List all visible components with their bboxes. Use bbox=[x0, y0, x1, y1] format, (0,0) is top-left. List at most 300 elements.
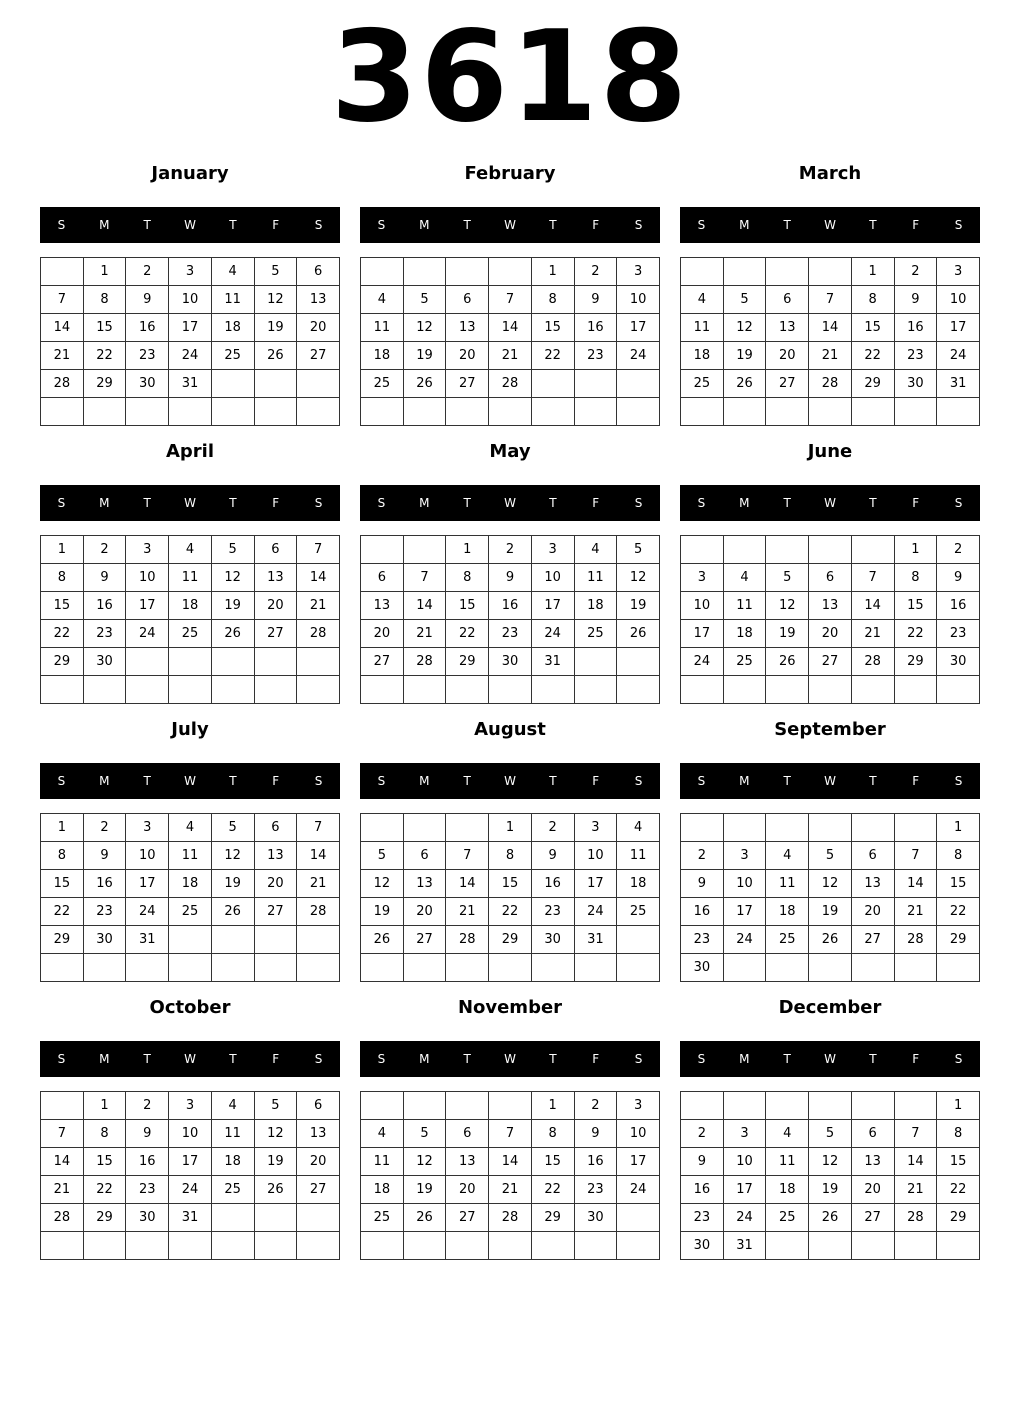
day-cell: 9 bbox=[126, 286, 169, 314]
day-cell: 11 bbox=[766, 1148, 809, 1176]
day-cell bbox=[531, 676, 574, 704]
weekday-label: S bbox=[634, 774, 643, 788]
weekday-label: T bbox=[783, 496, 791, 510]
day-cell: 10 bbox=[126, 842, 169, 870]
day-cell: 19 bbox=[211, 592, 254, 620]
weekday-label: T bbox=[783, 1052, 791, 1066]
day-cell: 8 bbox=[83, 286, 126, 314]
day-cell bbox=[211, 648, 254, 676]
day-cell: 8 bbox=[851, 286, 894, 314]
weekday-label: S bbox=[634, 496, 643, 510]
day-cell: 19 bbox=[766, 620, 809, 648]
weekday-label: M bbox=[739, 774, 750, 788]
day-cell bbox=[361, 1232, 404, 1260]
day-cell bbox=[254, 954, 297, 982]
day-cell bbox=[723, 398, 766, 426]
day-cell: 16 bbox=[126, 1148, 169, 1176]
week-row bbox=[681, 676, 980, 704]
day-cell: 7 bbox=[297, 536, 340, 564]
day-cell: 27 bbox=[851, 926, 894, 954]
day-cell bbox=[361, 536, 404, 564]
day-cell: 20 bbox=[851, 1176, 894, 1204]
day-cell bbox=[809, 1092, 852, 1120]
day-cell: 20 bbox=[403, 898, 446, 926]
day-cell: 25 bbox=[574, 620, 617, 648]
day-cell: 28 bbox=[446, 926, 489, 954]
week-row bbox=[361, 286, 660, 314]
week-row bbox=[361, 536, 660, 564]
day-cell bbox=[446, 814, 489, 842]
day-cell: 12 bbox=[766, 592, 809, 620]
day-cell bbox=[297, 954, 340, 982]
day-cell: 19 bbox=[254, 1148, 297, 1176]
weekday-label: M bbox=[419, 218, 430, 232]
day-cell: 11 bbox=[211, 1120, 254, 1148]
week-row bbox=[681, 370, 980, 398]
day-cell: 30 bbox=[126, 370, 169, 398]
day-cell: 7 bbox=[41, 1120, 84, 1148]
day-cell: 4 bbox=[723, 564, 766, 592]
day-cell: 2 bbox=[83, 814, 126, 842]
day-cell: 5 bbox=[617, 536, 660, 564]
day-cell: 11 bbox=[617, 842, 660, 870]
day-cell: 24 bbox=[723, 926, 766, 954]
day-cell: 29 bbox=[937, 1204, 980, 1232]
day-cell: 18 bbox=[211, 1148, 254, 1176]
day-cell: 21 bbox=[809, 342, 852, 370]
day-cell: 27 bbox=[766, 370, 809, 398]
day-cell: 7 bbox=[403, 564, 446, 592]
day-cell: 27 bbox=[361, 648, 404, 676]
weekday-label: W bbox=[184, 496, 196, 510]
week-row bbox=[361, 926, 660, 954]
day-cell bbox=[809, 258, 852, 286]
day-cell: 26 bbox=[617, 620, 660, 648]
day-cell: 2 bbox=[489, 536, 532, 564]
day-cell: 13 bbox=[361, 592, 404, 620]
day-cell: 27 bbox=[297, 1176, 340, 1204]
day-cell: 14 bbox=[41, 314, 84, 342]
weekday-label: S bbox=[57, 496, 66, 510]
day-cell: 19 bbox=[723, 342, 766, 370]
day-cell bbox=[574, 676, 617, 704]
day-cell: 14 bbox=[297, 564, 340, 592]
week-row bbox=[361, 870, 660, 898]
day-grid bbox=[360, 1091, 660, 1260]
day-cell bbox=[361, 676, 404, 704]
weekday-label: F bbox=[912, 774, 920, 788]
day-cell: 27 bbox=[254, 898, 297, 926]
weekday-label: F bbox=[912, 1052, 920, 1066]
week-row bbox=[41, 286, 340, 314]
day-cell: 2 bbox=[126, 258, 169, 286]
day-cell bbox=[937, 676, 980, 704]
day-cell: 16 bbox=[83, 592, 126, 620]
day-cell: 13 bbox=[297, 1120, 340, 1148]
day-cell: 9 bbox=[531, 842, 574, 870]
weekday-label: T bbox=[229, 1052, 237, 1066]
day-cell bbox=[169, 648, 212, 676]
day-cell: 17 bbox=[169, 1148, 212, 1176]
day-cell bbox=[723, 676, 766, 704]
day-cell: 30 bbox=[83, 926, 126, 954]
day-cell bbox=[254, 370, 297, 398]
day-cell: 30 bbox=[681, 1232, 724, 1260]
weekday-label: S bbox=[377, 218, 386, 232]
week-row bbox=[41, 258, 340, 286]
day-cell: 12 bbox=[361, 870, 404, 898]
day-cell: 23 bbox=[574, 1176, 617, 1204]
day-cell: 17 bbox=[126, 870, 169, 898]
weekday-label: S bbox=[314, 1052, 323, 1066]
week-row bbox=[41, 1148, 340, 1176]
day-cell: 13 bbox=[254, 564, 297, 592]
day-cell bbox=[403, 258, 446, 286]
weekday-label: M bbox=[99, 1052, 110, 1066]
day-cell: 3 bbox=[126, 814, 169, 842]
day-cell bbox=[531, 1232, 574, 1260]
day-cell: 9 bbox=[126, 1120, 169, 1148]
day-cell: 24 bbox=[723, 1204, 766, 1232]
day-cell: 9 bbox=[83, 564, 126, 592]
day-cell: 8 bbox=[41, 842, 84, 870]
week-row bbox=[681, 842, 980, 870]
week-row bbox=[361, 592, 660, 620]
day-cell: 26 bbox=[254, 1176, 297, 1204]
day-cell: 24 bbox=[681, 648, 724, 676]
day-cell bbox=[766, 536, 809, 564]
day-cell: 8 bbox=[489, 842, 532, 870]
day-cell: 6 bbox=[297, 1092, 340, 1120]
day-cell: 29 bbox=[531, 1204, 574, 1232]
week-row bbox=[681, 954, 980, 982]
day-cell bbox=[574, 648, 617, 676]
day-cell: 25 bbox=[211, 1176, 254, 1204]
weekday-label: M bbox=[99, 496, 110, 510]
weekday-label: T bbox=[143, 1052, 151, 1066]
day-cell: 14 bbox=[41, 1148, 84, 1176]
week-row bbox=[361, 814, 660, 842]
day-cell: 10 bbox=[574, 842, 617, 870]
day-cell: 28 bbox=[403, 648, 446, 676]
week-row bbox=[41, 536, 340, 564]
week-row bbox=[361, 676, 660, 704]
day-cell: 1 bbox=[83, 258, 126, 286]
week-row bbox=[681, 814, 980, 842]
weekday-label: S bbox=[377, 1052, 386, 1066]
weekday-label: W bbox=[184, 774, 196, 788]
day-cell: 2 bbox=[574, 1092, 617, 1120]
weekday-label: S bbox=[377, 774, 386, 788]
day-cell: 18 bbox=[211, 314, 254, 342]
day-cell bbox=[446, 954, 489, 982]
day-cell: 10 bbox=[531, 564, 574, 592]
week-row bbox=[361, 258, 660, 286]
day-cell: 6 bbox=[297, 258, 340, 286]
day-cell: 6 bbox=[446, 286, 489, 314]
day-cell: 13 bbox=[403, 870, 446, 898]
day-cell: 21 bbox=[489, 342, 532, 370]
weekday-label: S bbox=[314, 496, 323, 510]
day-cell bbox=[446, 398, 489, 426]
day-cell: 13 bbox=[851, 870, 894, 898]
day-cell bbox=[851, 676, 894, 704]
day-cell: 14 bbox=[894, 870, 937, 898]
weekday-label: W bbox=[824, 218, 836, 232]
day-cell: 24 bbox=[617, 1176, 660, 1204]
day-cell: 25 bbox=[766, 1204, 809, 1232]
weekday-header bbox=[680, 763, 980, 799]
month-title: July bbox=[171, 719, 209, 740]
day-cell: 26 bbox=[723, 370, 766, 398]
day-cell bbox=[169, 926, 212, 954]
week-row bbox=[361, 370, 660, 398]
day-cell: 2 bbox=[531, 814, 574, 842]
week-row bbox=[361, 564, 660, 592]
day-cell: 31 bbox=[531, 648, 574, 676]
day-cell: 1 bbox=[446, 536, 489, 564]
day-cell bbox=[894, 676, 937, 704]
day-cell bbox=[809, 676, 852, 704]
day-cell bbox=[489, 258, 532, 286]
month-title: June bbox=[807, 441, 853, 462]
day-cell: 1 bbox=[531, 258, 574, 286]
day-cell bbox=[617, 954, 660, 982]
day-cell bbox=[254, 676, 297, 704]
day-cell: 31 bbox=[169, 370, 212, 398]
weekday-label: T bbox=[549, 218, 557, 232]
day-cell: 29 bbox=[41, 648, 84, 676]
day-cell bbox=[723, 536, 766, 564]
day-cell: 11 bbox=[169, 564, 212, 592]
day-cell: 7 bbox=[297, 814, 340, 842]
day-cell: 3 bbox=[574, 814, 617, 842]
day-cell: 22 bbox=[531, 1176, 574, 1204]
day-cell: 28 bbox=[297, 898, 340, 926]
day-cell bbox=[211, 1232, 254, 1260]
week-row bbox=[681, 620, 980, 648]
day-cell: 2 bbox=[681, 842, 724, 870]
day-cell bbox=[361, 398, 404, 426]
day-cell: 23 bbox=[126, 1176, 169, 1204]
weekday-label: T bbox=[229, 218, 237, 232]
day-cell: 4 bbox=[766, 842, 809, 870]
day-cell: 30 bbox=[681, 954, 724, 982]
day-cell: 20 bbox=[361, 620, 404, 648]
day-cell: 19 bbox=[211, 870, 254, 898]
weekday-label: S bbox=[954, 218, 963, 232]
day-cell: 15 bbox=[489, 870, 532, 898]
day-cell bbox=[297, 1232, 340, 1260]
day-cell: 13 bbox=[809, 592, 852, 620]
day-cell bbox=[297, 370, 340, 398]
day-cell bbox=[937, 1232, 980, 1260]
week-row bbox=[681, 398, 980, 426]
day-cell: 20 bbox=[297, 1148, 340, 1176]
day-cell: 31 bbox=[169, 1204, 212, 1232]
weekday-label: T bbox=[869, 496, 877, 510]
day-cell: 16 bbox=[489, 592, 532, 620]
day-cell: 26 bbox=[809, 1204, 852, 1232]
day-cell: 7 bbox=[489, 286, 532, 314]
day-cell bbox=[851, 398, 894, 426]
day-cell: 21 bbox=[41, 1176, 84, 1204]
day-cell bbox=[809, 814, 852, 842]
day-cell: 5 bbox=[809, 1120, 852, 1148]
day-cell: 26 bbox=[211, 898, 254, 926]
day-cell: 24 bbox=[126, 898, 169, 926]
week-row bbox=[361, 842, 660, 870]
day-cell: 22 bbox=[83, 1176, 126, 1204]
day-cell: 28 bbox=[809, 370, 852, 398]
day-cell: 22 bbox=[41, 620, 84, 648]
day-cell bbox=[937, 954, 980, 982]
day-cell bbox=[403, 1092, 446, 1120]
day-cell: 12 bbox=[254, 1120, 297, 1148]
weekday-header bbox=[680, 1041, 980, 1077]
week-row bbox=[41, 926, 340, 954]
day-cell: 20 bbox=[446, 1176, 489, 1204]
day-cell: 25 bbox=[361, 1204, 404, 1232]
day-cell: 9 bbox=[681, 870, 724, 898]
day-cell: 14 bbox=[851, 592, 894, 620]
day-cell: 1 bbox=[937, 1092, 980, 1120]
week-row bbox=[681, 1120, 980, 1148]
day-cell bbox=[489, 954, 532, 982]
week-row bbox=[681, 1176, 980, 1204]
day-cell: 24 bbox=[937, 342, 980, 370]
weekday-label: F bbox=[592, 218, 600, 232]
week-row bbox=[41, 814, 340, 842]
day-cell: 16 bbox=[531, 870, 574, 898]
day-cell: 2 bbox=[894, 258, 937, 286]
day-cell: 14 bbox=[446, 870, 489, 898]
day-cell: 25 bbox=[766, 926, 809, 954]
weekday-label: W bbox=[504, 1052, 516, 1066]
day-cell: 21 bbox=[894, 1176, 937, 1204]
day-cell: 30 bbox=[83, 648, 126, 676]
day-cell bbox=[809, 398, 852, 426]
day-cell: 27 bbox=[297, 342, 340, 370]
day-cell: 15 bbox=[446, 592, 489, 620]
day-cell: 11 bbox=[681, 314, 724, 342]
day-cell: 29 bbox=[83, 370, 126, 398]
month-title: April bbox=[165, 441, 215, 462]
month-title: August bbox=[474, 719, 546, 740]
weekday-label: T bbox=[229, 774, 237, 788]
day-cell: 3 bbox=[723, 1120, 766, 1148]
day-cell: 9 bbox=[83, 842, 126, 870]
day-cell: 4 bbox=[574, 536, 617, 564]
weekday-label: T bbox=[869, 1052, 877, 1066]
day-cell bbox=[169, 676, 212, 704]
day-cell: 28 bbox=[894, 926, 937, 954]
week-row bbox=[681, 314, 980, 342]
day-cell bbox=[254, 926, 297, 954]
year-title: 3618 bbox=[330, 3, 690, 150]
day-cell: 18 bbox=[766, 1176, 809, 1204]
day-cell: 18 bbox=[617, 870, 660, 898]
day-cell: 5 bbox=[723, 286, 766, 314]
day-cell bbox=[894, 954, 937, 982]
day-cell: 17 bbox=[169, 314, 212, 342]
day-cell bbox=[766, 1092, 809, 1120]
day-grid bbox=[680, 813, 980, 982]
day-cell: 12 bbox=[211, 842, 254, 870]
day-grid bbox=[40, 813, 340, 982]
week-row bbox=[361, 898, 660, 926]
weekday-label: M bbox=[739, 496, 750, 510]
day-cell: 21 bbox=[297, 870, 340, 898]
week-row bbox=[41, 842, 340, 870]
day-cell bbox=[297, 398, 340, 426]
weekday-label: F bbox=[592, 774, 600, 788]
weekday-label: W bbox=[504, 774, 516, 788]
weekday-label: W bbox=[184, 218, 196, 232]
day-cell: 27 bbox=[254, 620, 297, 648]
day-cell: 20 bbox=[766, 342, 809, 370]
week-row bbox=[361, 954, 660, 982]
week-row bbox=[681, 258, 980, 286]
day-cell bbox=[446, 1232, 489, 1260]
day-cell: 5 bbox=[809, 842, 852, 870]
day-cell: 7 bbox=[894, 1120, 937, 1148]
day-cell: 4 bbox=[361, 1120, 404, 1148]
day-cell bbox=[211, 1204, 254, 1232]
month-title: January bbox=[151, 163, 229, 184]
day-cell: 27 bbox=[446, 370, 489, 398]
weekday-label: S bbox=[697, 1052, 706, 1066]
day-cell: 30 bbox=[531, 926, 574, 954]
day-cell bbox=[169, 954, 212, 982]
day-cell bbox=[41, 398, 84, 426]
week-row bbox=[41, 342, 340, 370]
day-cell bbox=[489, 1092, 532, 1120]
weekday-label: T bbox=[463, 774, 471, 788]
day-grid bbox=[360, 535, 660, 704]
day-cell: 15 bbox=[83, 1148, 126, 1176]
day-cell: 1 bbox=[531, 1092, 574, 1120]
week-row bbox=[681, 1232, 980, 1260]
day-cell: 9 bbox=[489, 564, 532, 592]
day-cell: 17 bbox=[617, 314, 660, 342]
day-cell: 10 bbox=[723, 870, 766, 898]
weekday-header bbox=[40, 1041, 340, 1077]
day-cell: 19 bbox=[403, 342, 446, 370]
weekday-label: T bbox=[143, 774, 151, 788]
day-cell: 31 bbox=[126, 926, 169, 954]
day-cell: 7 bbox=[41, 286, 84, 314]
day-cell: 21 bbox=[297, 592, 340, 620]
month-title: March bbox=[798, 163, 862, 184]
weekday-label: F bbox=[272, 218, 280, 232]
day-cell bbox=[254, 1204, 297, 1232]
day-cell: 14 bbox=[809, 314, 852, 342]
week-row bbox=[361, 1232, 660, 1260]
week-row bbox=[681, 286, 980, 314]
day-cell bbox=[254, 648, 297, 676]
day-cell bbox=[851, 814, 894, 842]
week-row bbox=[681, 926, 980, 954]
day-cell: 22 bbox=[83, 342, 126, 370]
day-cell: 10 bbox=[617, 286, 660, 314]
day-cell: 25 bbox=[169, 898, 212, 926]
day-cell: 18 bbox=[574, 592, 617, 620]
day-cell: 19 bbox=[361, 898, 404, 926]
day-cell: 24 bbox=[531, 620, 574, 648]
day-cell: 19 bbox=[809, 898, 852, 926]
day-cell: 31 bbox=[937, 370, 980, 398]
